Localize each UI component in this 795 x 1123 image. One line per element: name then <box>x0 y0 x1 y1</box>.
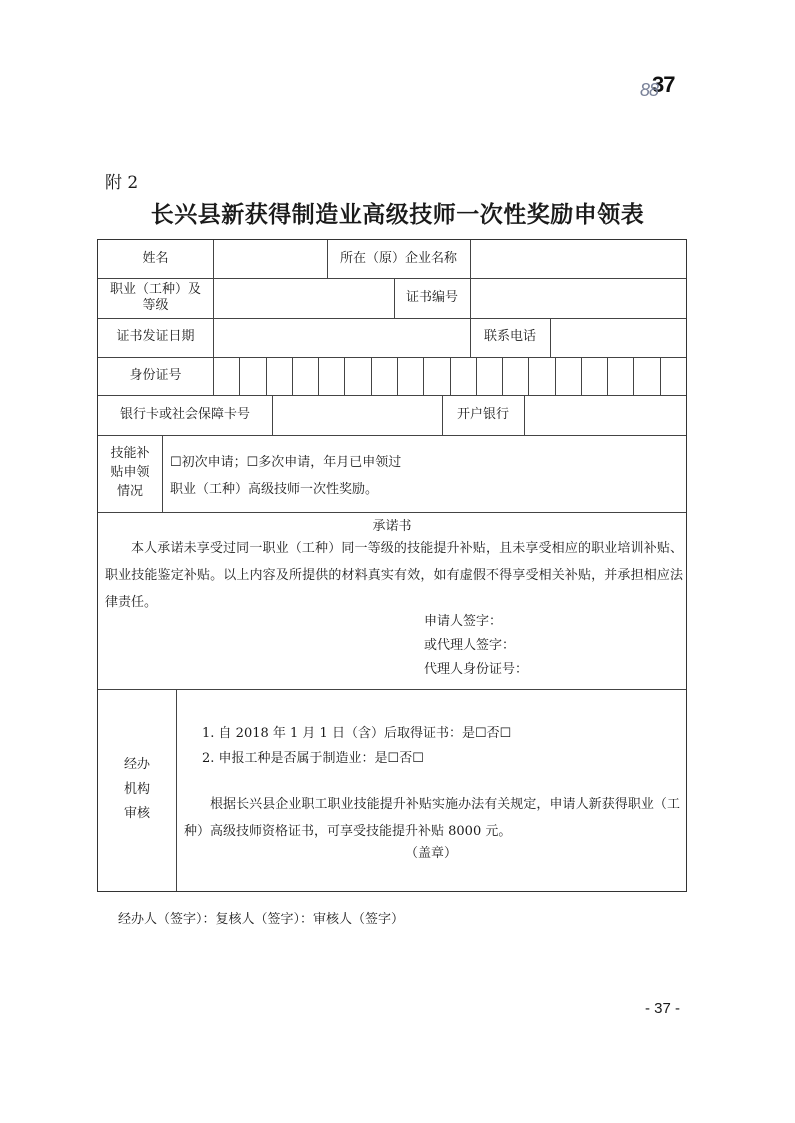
id-digit-cell[interactable] <box>292 357 318 395</box>
col-divider <box>162 435 163 512</box>
row-divider <box>98 689 686 690</box>
id-digit-cell[interactable] <box>423 357 449 395</box>
row-divider <box>98 435 686 436</box>
agent-signature-label: 或代理人签字： <box>424 638 516 653</box>
id-label: 身份证号 <box>129 367 182 383</box>
name-field[interactable] <box>214 240 327 278</box>
id-digit-cell[interactable] <box>344 357 370 395</box>
id-digit-cell[interactable] <box>528 357 554 395</box>
id-digit-cell[interactable] <box>318 357 344 395</box>
review-item-2[interactable]: 2. 申报工种是否属于制造业：是☐否☐ <box>202 751 424 766</box>
phone-field[interactable] <box>551 318 686 357</box>
name-label: 姓名 <box>142 250 169 266</box>
review-label-line1: 经办 <box>123 756 150 772</box>
id-digit-cell[interactable] <box>581 357 607 395</box>
phone-label: 联系电话 <box>483 329 536 345</box>
subsidy-label-line2: 贴申领 <box>110 465 150 481</box>
id-digit-cell[interactable] <box>502 357 528 395</box>
bank-label: 开户银行 <box>456 406 509 422</box>
annex-label: 附 2 <box>105 173 139 193</box>
id-digit-cell[interactable] <box>660 357 686 395</box>
cert-number-label: 证书编号 <box>405 289 458 305</box>
page-mark-prefix: 88 <box>640 80 659 100</box>
review-label-line3: 审核 <box>123 806 150 822</box>
id-digit-cell[interactable] <box>213 357 239 395</box>
review-item-1[interactable]: 1. 自 2018 年 1 月 1 日（含）后取得证书：是☐否☐ <box>202 726 512 741</box>
subsidy-label-line3: 情况 <box>116 483 143 499</box>
occupation-label-line1: 职业（工种）及 <box>109 281 201 297</box>
page-number: - 37 - <box>645 1000 681 1017</box>
application-form-table <box>97 239 687 892</box>
id-digit-cell[interactable] <box>633 357 659 395</box>
subsidy-label <box>98 435 162 512</box>
subsidy-status-line2: 职业（工种）高级技师一次性奖励。 <box>170 482 379 497</box>
id-digit-cell[interactable] <box>239 357 265 395</box>
pledge-text: 本人承诺未享受过同一职业（工种）同一等级的技能提升补贴，且未享受相应的职业培训补贴、职业技能鉴定补贴。以上内容及所提供的材料真实有效，如有虚假不得享受相关补贴，并承担相应法律责任。 <box>105 541 683 610</box>
subsidy-label-line1: 技能补 <box>110 446 150 462</box>
company-field[interactable] <box>471 240 686 278</box>
id-digit-cell[interactable] <box>476 357 502 395</box>
id-digit-cell[interactable] <box>555 357 581 395</box>
agent-id-label: 代理人身份证号： <box>424 662 529 677</box>
seal-label: （盖章） <box>404 846 457 861</box>
company-label: 所在（原）企业名称 <box>339 250 457 266</box>
id-digit-cell[interactable] <box>371 357 397 395</box>
occupation-field[interactable] <box>214 278 394 318</box>
id-digit-cell[interactable] <box>266 357 292 395</box>
id-digit-cell[interactable] <box>607 357 633 395</box>
occupation-label-line2: 等级 <box>142 298 169 313</box>
cert-date-label: 证书发证日期 <box>116 329 195 345</box>
page-mark-number: 37 <box>652 72 675 97</box>
bank-card-field[interactable] <box>273 395 442 435</box>
id-digit-cell[interactable] <box>450 357 476 395</box>
bank-field[interactable] <box>525 395 686 435</box>
review-label-line2: 机构 <box>123 781 150 797</box>
applicant-signature-label: 申请人签字： <box>424 614 503 629</box>
review-conclusion: 根据长兴县企业职工职业技能提升补贴实施办法有关规定，申请人新获得职业（工种）高级技师资格证书，可享受技能提升补贴 8000 元。 <box>184 797 680 839</box>
subsidy-status-line1[interactable]: ☐初次申请；☐多次申请，年月已申领过 <box>170 455 402 470</box>
cert-date-field[interactable] <box>214 318 470 357</box>
footer-signatures: 经办人（签字）：复核人（签字）：审核人（签字） <box>118 912 405 927</box>
occupation-label <box>98 278 213 318</box>
cert-number-field[interactable] <box>471 278 686 318</box>
id-digit-cell[interactable] <box>397 357 423 395</box>
pledge-title: 承诺书 <box>372 519 412 534</box>
bank-card-label: 银行卡或社会保障卡号 <box>119 406 250 422</box>
row-divider <box>98 512 686 513</box>
form-title: 长兴县新获得制造业高级技师一次性奖励申领表 <box>150 202 645 228</box>
review-label <box>98 689 176 891</box>
handwritten-page-mark <box>640 72 675 98</box>
